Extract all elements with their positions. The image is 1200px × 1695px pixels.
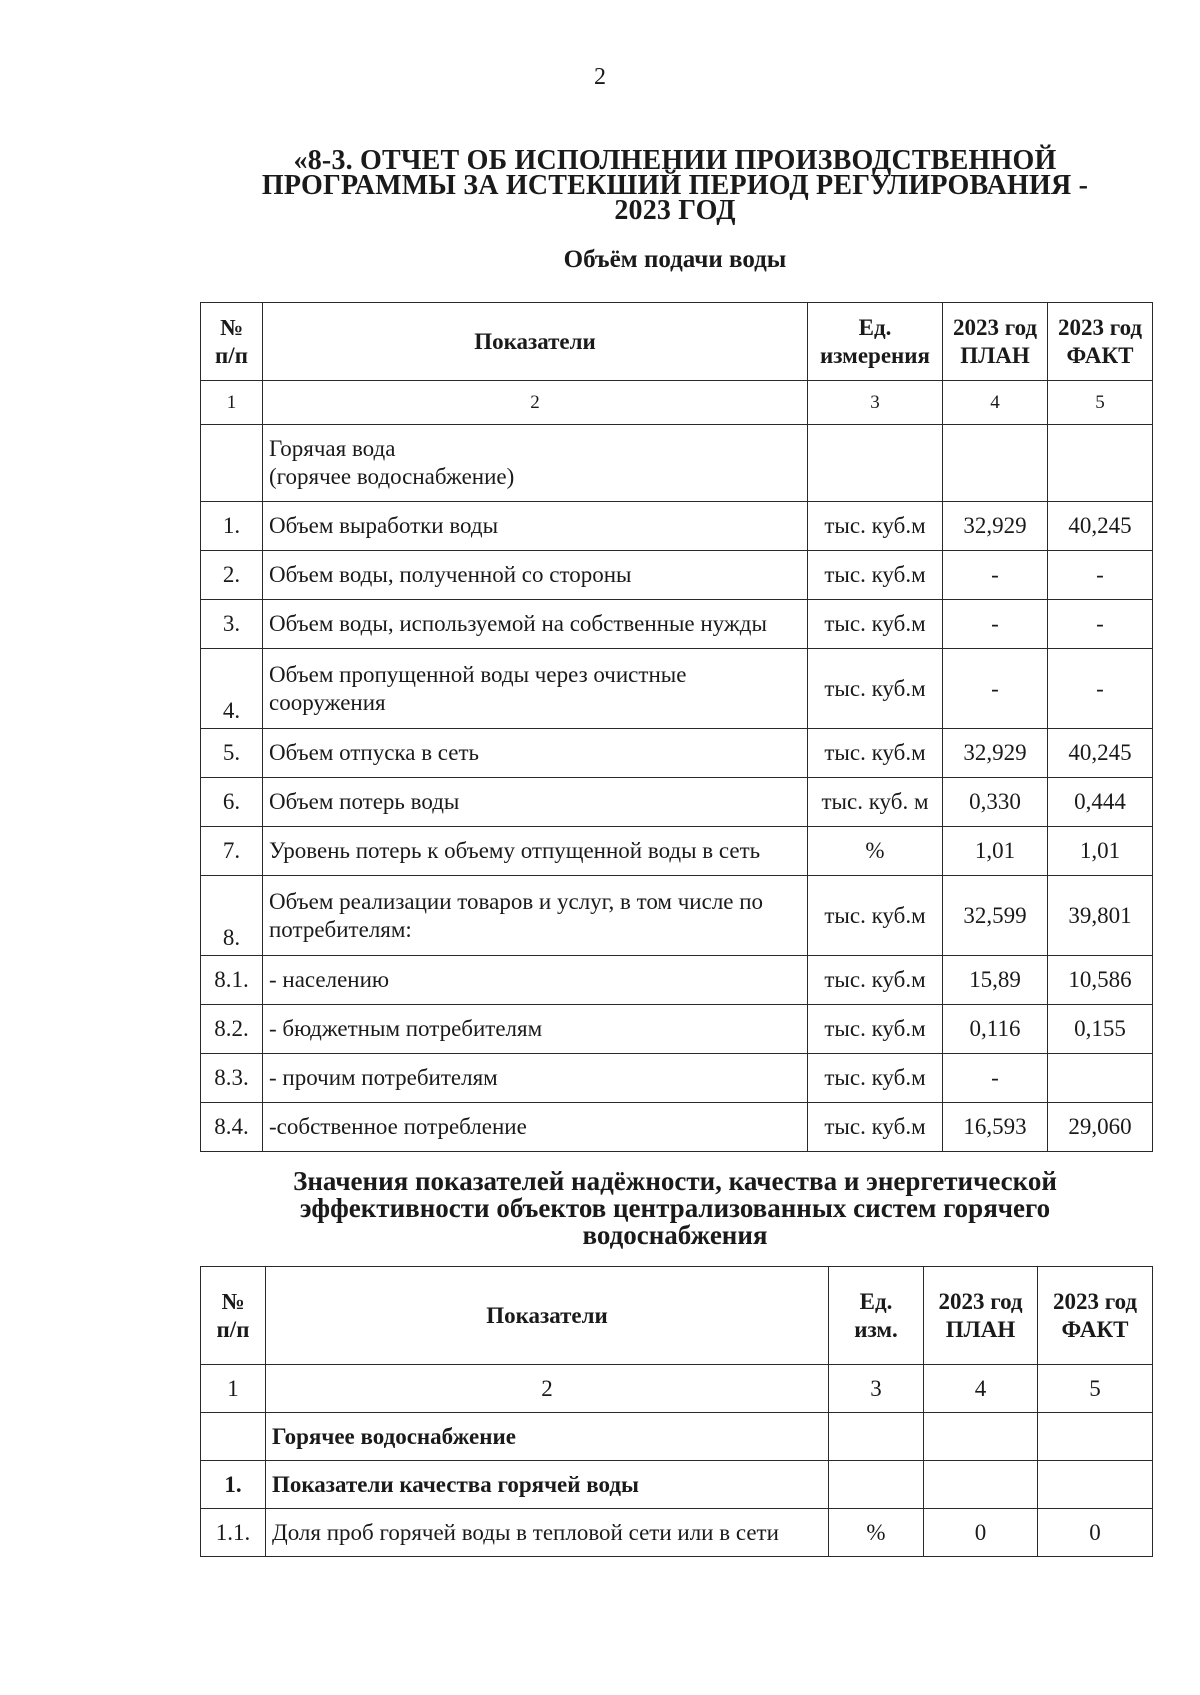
- group-fact: [1038, 1461, 1153, 1509]
- caption-line: Значения показателей надёжности, качества и энергетической: [293, 1166, 1057, 1196]
- row-indicator: Уровень потерь к объему отпущенной воды в сеть: [263, 827, 808, 876]
- row-num: 5.: [201, 729, 263, 778]
- col-number: 1: [201, 1365, 266, 1413]
- table-row: [201, 956, 1153, 1005]
- row-fact: 0: [1038, 1509, 1153, 1557]
- document-title: [200, 145, 1150, 226]
- row-unit: тыс. куб.м: [808, 1054, 943, 1103]
- row-indicator: Объем воды, полученной со стороны: [263, 551, 808, 600]
- header-indicator: Показатели: [266, 1267, 829, 1365]
- row-plan: 0: [924, 1509, 1038, 1557]
- row-indicator: Объем потерь воды: [263, 778, 808, 827]
- header-indicator: Показатели: [263, 303, 808, 381]
- row-indicator: - бюджетным потребителям: [263, 1005, 808, 1054]
- group-unit: [829, 1461, 924, 1509]
- reliability-table: [200, 1266, 1153, 1557]
- section-fact: [1048, 425, 1153, 502]
- col-number: 1: [201, 381, 263, 425]
- row-num: 7.: [201, 827, 263, 876]
- section-row: [201, 425, 1153, 502]
- table-row: [201, 876, 1153, 956]
- row-unit: тыс. куб.м: [808, 876, 943, 956]
- table2-caption: [200, 1168, 1150, 1249]
- table-row: [201, 649, 1153, 729]
- row-num: 1.1.: [201, 1509, 266, 1557]
- row-indicator: - прочим потребителям: [263, 1054, 808, 1103]
- row-fact: 39,801: [1048, 876, 1153, 956]
- title-line: 2023 ГОД: [614, 195, 736, 226]
- row-indicator: Доля проб горячей воды в тепловой сети или в сети: [266, 1509, 829, 1557]
- section-plan: [943, 425, 1048, 502]
- row-plan: 32,599: [943, 876, 1048, 956]
- row-num: 4.: [201, 649, 263, 729]
- row-num: 8.3.: [201, 1054, 263, 1103]
- table-row: [201, 778, 1153, 827]
- header-unit: Ед. измерения: [808, 303, 943, 381]
- header-num: № п/п: [201, 303, 263, 381]
- section-plan: [924, 1413, 1038, 1461]
- row-plan: 0,116: [943, 1005, 1048, 1054]
- row-fact: -: [1048, 649, 1153, 729]
- col-number: 2: [266, 1365, 829, 1413]
- row-num: 8.1.: [201, 956, 263, 1005]
- row-num: 1.: [201, 502, 263, 551]
- row-fact: -: [1048, 551, 1153, 600]
- section-num: [201, 425, 263, 502]
- row-plan: 32,929: [943, 729, 1048, 778]
- caption-line: водоснабжения: [582, 1220, 768, 1250]
- table1-caption: Объём подачи воды: [563, 246, 787, 273]
- row-fact: 40,245: [1048, 729, 1153, 778]
- row-num: 8.2.: [201, 1005, 263, 1054]
- header-fact: 2023 год ФАКТ: [1038, 1267, 1153, 1365]
- page-number: 2: [594, 64, 606, 90]
- row-plan: -: [943, 649, 1048, 729]
- section-label: Горячая вода (горячее водоснабжение): [263, 425, 808, 502]
- title-line: «8-3. ОТЧЕТ ОБ ИСПОЛНЕНИИ ПРОИЗВОДСТВЕННОЙ: [293, 145, 1057, 176]
- row-unit: тыс. куб.м: [808, 551, 943, 600]
- table-row: [201, 600, 1153, 649]
- caption-line: эффективности объектов централизованных систем горячего: [299, 1193, 1051, 1223]
- row-plan: 16,593: [943, 1103, 1048, 1152]
- section-unit: [808, 425, 943, 502]
- header-plan: 2023 год ПЛАН: [943, 303, 1048, 381]
- row-unit: тыс. куб.м: [808, 1103, 943, 1152]
- row-indicator: -собственное потребление: [263, 1103, 808, 1152]
- row-unit: тыс. куб.м: [808, 649, 943, 729]
- row-unit: тыс. куб.м: [808, 1005, 943, 1054]
- col-number: 5: [1038, 1365, 1153, 1413]
- row-plan: -: [943, 551, 1048, 600]
- row-fact: 29,060: [1048, 1103, 1153, 1152]
- column-number-row: [201, 1365, 1153, 1413]
- row-fact: 0,444: [1048, 778, 1153, 827]
- section-row: [201, 1413, 1153, 1461]
- table-row: [201, 1103, 1153, 1152]
- row-plan: -: [943, 600, 1048, 649]
- row-indicator: Объем реализации товаров и услуг, в том числе по потребителям:: [263, 876, 808, 956]
- row-indicator: - населению: [263, 956, 808, 1005]
- table-row: [201, 827, 1153, 876]
- row-fact: 0,155: [1048, 1005, 1153, 1054]
- col-number: 3: [829, 1365, 924, 1413]
- section-fact: [1038, 1413, 1153, 1461]
- section-label: Горячее водоснабжение: [266, 1413, 829, 1461]
- row-num: 3.: [201, 600, 263, 649]
- water-supply-table: [200, 302, 1153, 1152]
- group-num: 1.: [201, 1461, 266, 1509]
- col-number: 3: [808, 381, 943, 425]
- col-number: 4: [924, 1365, 1038, 1413]
- col-number: 4: [943, 381, 1048, 425]
- row-unit: %: [829, 1509, 924, 1557]
- header-fact: 2023 год ФАКТ: [1048, 303, 1153, 381]
- row-unit: тыс. куб.м: [808, 600, 943, 649]
- row-unit: тыс. куб.м: [808, 502, 943, 551]
- group-row: [201, 1461, 1153, 1509]
- header-num: № п/п: [201, 1267, 266, 1365]
- row-unit: тыс. куб.м: [808, 956, 943, 1005]
- header-plan: 2023 год ПЛАН: [924, 1267, 1038, 1365]
- row-fact: 40,245: [1048, 502, 1153, 551]
- table-row: [201, 551, 1153, 600]
- header-row: [201, 1267, 1153, 1365]
- header-row: [201, 303, 1153, 381]
- row-num: 2.: [201, 551, 263, 600]
- row-plan: 32,929: [943, 502, 1048, 551]
- col-number: 5: [1048, 381, 1153, 425]
- row-plan: 0,330: [943, 778, 1048, 827]
- section-unit: [829, 1413, 924, 1461]
- row-plan: 15,89: [943, 956, 1048, 1005]
- title-line: ПРОГРАММЫ ЗА ИСТЕКШИЙ ПЕРИОД РЕГУЛИРОВАНИЯ -: [261, 170, 1089, 201]
- row-indicator: Объем выработки воды: [263, 502, 808, 551]
- row-fact: [1048, 1054, 1153, 1103]
- table-row: [201, 1005, 1153, 1054]
- row-unit: %: [808, 827, 943, 876]
- column-number-row: [201, 381, 1153, 425]
- row-num: 6.: [201, 778, 263, 827]
- row-indicator: Объем воды, используемой на собственные нужды: [263, 600, 808, 649]
- row-num: 8.: [201, 876, 263, 956]
- row-indicator: Объем пропущенной воды через очистные сооружения: [263, 649, 808, 729]
- col-number: 2: [263, 381, 808, 425]
- table-row: [201, 1509, 1153, 1557]
- group-plan: [924, 1461, 1038, 1509]
- group-label: Показатели качества горячей воды: [266, 1461, 829, 1509]
- row-num: 8.4.: [201, 1103, 263, 1152]
- row-fact: 1,01: [1048, 827, 1153, 876]
- table-row: [201, 729, 1153, 778]
- row-fact: -: [1048, 600, 1153, 649]
- row-plan: 1,01: [943, 827, 1048, 876]
- row-unit: тыс. куб. м: [808, 778, 943, 827]
- row-indicator: Объем отпуска в сеть: [263, 729, 808, 778]
- row-plan: -: [943, 1054, 1048, 1103]
- header-unit: Ед. изм.: [829, 1267, 924, 1365]
- row-fact: 10,586: [1048, 956, 1153, 1005]
- table-row: [201, 1054, 1153, 1103]
- row-unit: тыс. куб.м: [808, 729, 943, 778]
- section-num: [201, 1413, 266, 1461]
- table-row: [201, 502, 1153, 551]
